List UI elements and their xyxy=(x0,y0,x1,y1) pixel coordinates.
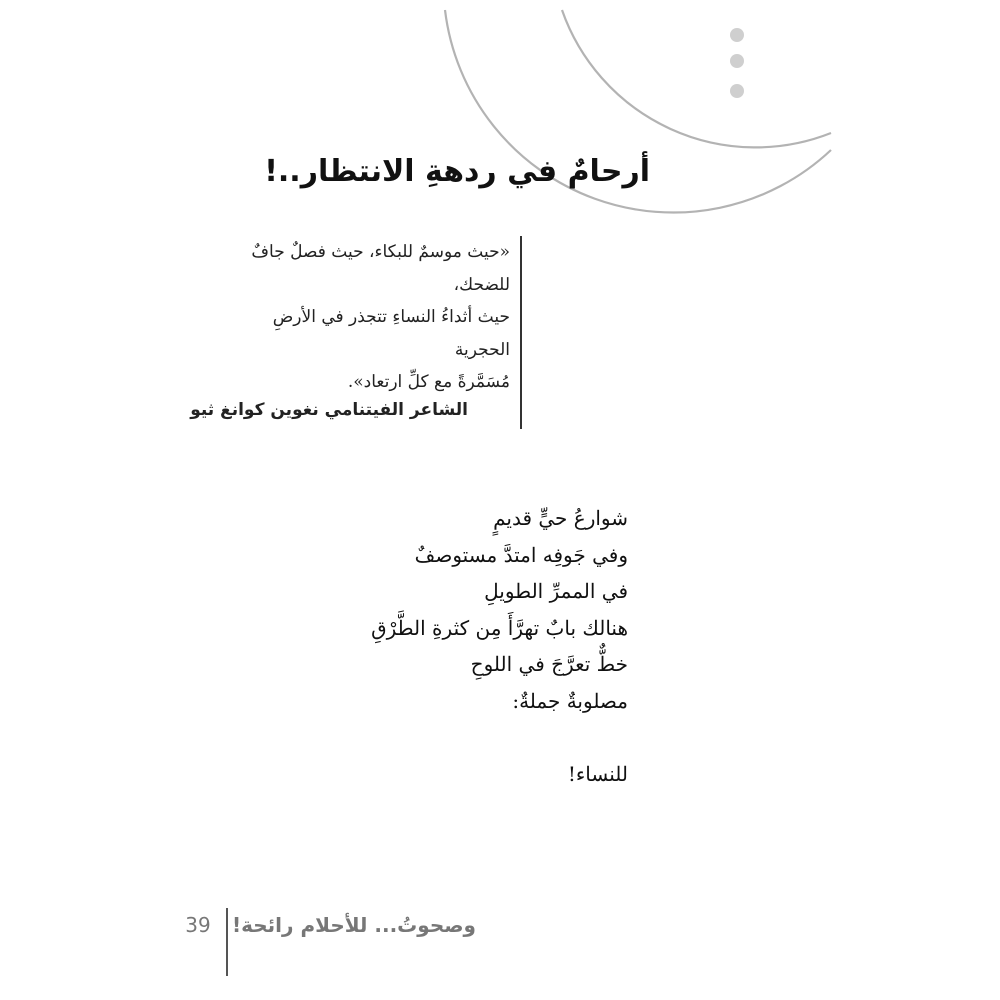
stanza-break xyxy=(330,719,628,756)
epigraph-line: الحجرية xyxy=(454,339,510,360)
epigraph-line: «حيث موسمٌ للبكاء، حيث فصلٌ جافٌ xyxy=(251,242,510,262)
epigraph-attribution: الشاعر الفيتنامي نغوين كوانغ ثيو xyxy=(190,400,468,420)
page-number: 39 xyxy=(185,913,211,937)
footer-divider xyxy=(226,908,228,976)
inner-arc xyxy=(562,10,831,147)
poem-line: وفي جَوفِه امتدَّ مستوصفٌ xyxy=(414,542,628,567)
chapter-title: أرحامٌ في ردهةِ الانتظار..! xyxy=(264,154,650,189)
poem-line: خطٌّ تعرَّجَ في اللوحِ xyxy=(470,652,628,676)
epigraph-line: حيث أثداءُ النساءِ تتجذر في الأرضِ xyxy=(272,307,510,327)
poem-final-line: للنساء! xyxy=(567,761,628,786)
poem-line: هنالك بابٌ تهرَّأَ مِن كثرةِ الطَّرْقِ xyxy=(371,615,628,640)
dot-icon xyxy=(730,84,744,98)
epigraph-text xyxy=(210,236,510,399)
epigraph-line: مُسَمَّرةً مع كلِّ ارتعاد». xyxy=(347,372,510,392)
poem-line: في الممرِّ الطويلِ xyxy=(484,579,628,603)
dot-icon xyxy=(730,54,744,68)
poem-line: مصلوبةٌ جملةٌ: xyxy=(512,688,628,713)
dot-icon xyxy=(730,28,744,42)
running-footer-book-title: وصحوتُ... للأحلام رائحة! xyxy=(231,913,476,937)
poem-body xyxy=(330,500,628,792)
epigraph-line: للضحك، xyxy=(453,274,510,295)
epigraph-block xyxy=(190,236,522,429)
poem-line: شوارعُ حيٍّ قديمٍ xyxy=(493,506,628,530)
